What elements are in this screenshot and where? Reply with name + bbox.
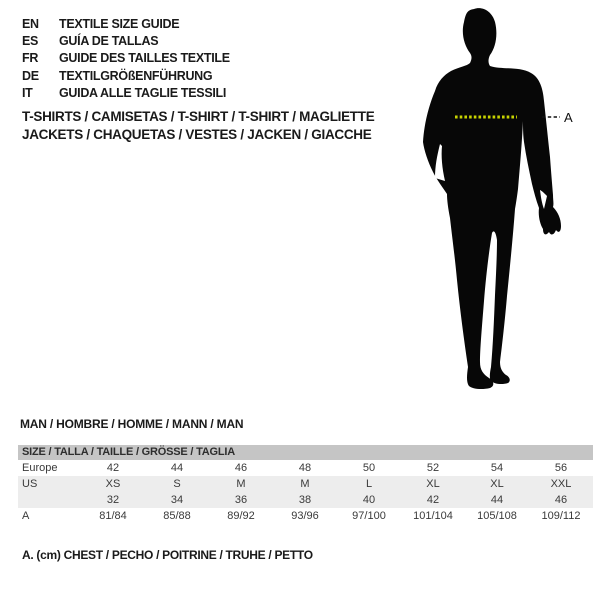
size-table [18,445,593,524]
man-silhouette-icon [423,8,561,389]
size-value: L [365,478,373,490]
measure-label: A [564,110,573,125]
size-value: 38 [298,494,312,506]
size-value: XL [490,478,504,490]
language-code: FR [22,51,39,66]
table-row [18,508,593,524]
size-value: XXL [550,478,572,490]
language-row [22,50,230,67]
language-code: IT [22,86,33,101]
language-code: DE [22,68,39,83]
language-label: GUIDE DES TAILLES TEXTILE [59,51,230,66]
language-code: EN [22,16,39,31]
category-line: T-SHIRTS / CAMISETAS / T-SHIRT / T-SHIRT / MAGLIETTE [22,109,375,124]
size-value: 46 [234,462,248,474]
size-value: 42 [426,494,440,506]
size-value: 46 [554,494,568,506]
size-table-body [18,460,593,524]
language-list [22,15,230,102]
size-value: 34 [170,494,184,506]
size-value: 44 [490,494,504,506]
size-value: 32 [106,494,120,506]
table-row [18,492,593,508]
size-value: 54 [490,462,504,474]
figure-man [390,0,600,410]
size-value: 105/108 [477,510,517,522]
size-value: 101/104 [413,510,453,522]
size-table-header: SIZE / TALLA / TAILLE / GRÖSSE / TAGLIA [18,445,593,460]
size-value: S [173,478,181,490]
language-label: TEXTILE SIZE GUIDE [59,16,180,31]
table-row [18,476,593,492]
language-row [22,85,230,102]
size-value: 52 [426,462,440,474]
size-value: 93/96 [291,510,319,522]
table-row [18,460,593,476]
language-code: ES [22,34,39,49]
size-value: M [236,478,246,490]
language-row [22,32,230,49]
language-label: TEXTILGRÖßENFÜHRUNG [59,68,213,83]
category-line: JACKETS / CHAQUETAS / VESTES / JACKEN / GIACCHE [22,126,372,142]
size-value: 81/84 [99,510,127,522]
language-label: GUIDA ALLE TAGLIE TESSILI [59,86,227,101]
size-value: 109/112 [541,510,581,522]
size-value: XL [426,478,440,490]
row-label: A [22,510,30,522]
size-value: 97/100 [352,510,386,522]
size-value: M [300,478,310,490]
size-value: 48 [298,462,312,474]
language-label: GUÍA DE TALLAS [59,34,159,49]
size-value: XS [105,478,121,490]
size-value: 56 [554,462,568,474]
row-label: US [22,478,38,490]
size-value: 40 [362,494,376,506]
category-list [22,109,374,144]
size-value: 44 [170,462,184,474]
row-label: Europe [22,462,58,474]
language-row [22,15,230,32]
section-title: MAN / HOMBRE / HOMME / MANN / MAN [20,417,244,431]
size-value: 42 [106,462,120,474]
size-value: 36 [234,494,248,506]
size-value: 89/92 [227,510,255,522]
size-value: 85/88 [163,510,191,522]
measurement-footnote: A. (cm) CHEST / PECHO / POITRINE / TRUHE / PETTO [22,548,313,562]
language-row [22,67,230,84]
size-value: 50 [362,462,376,474]
